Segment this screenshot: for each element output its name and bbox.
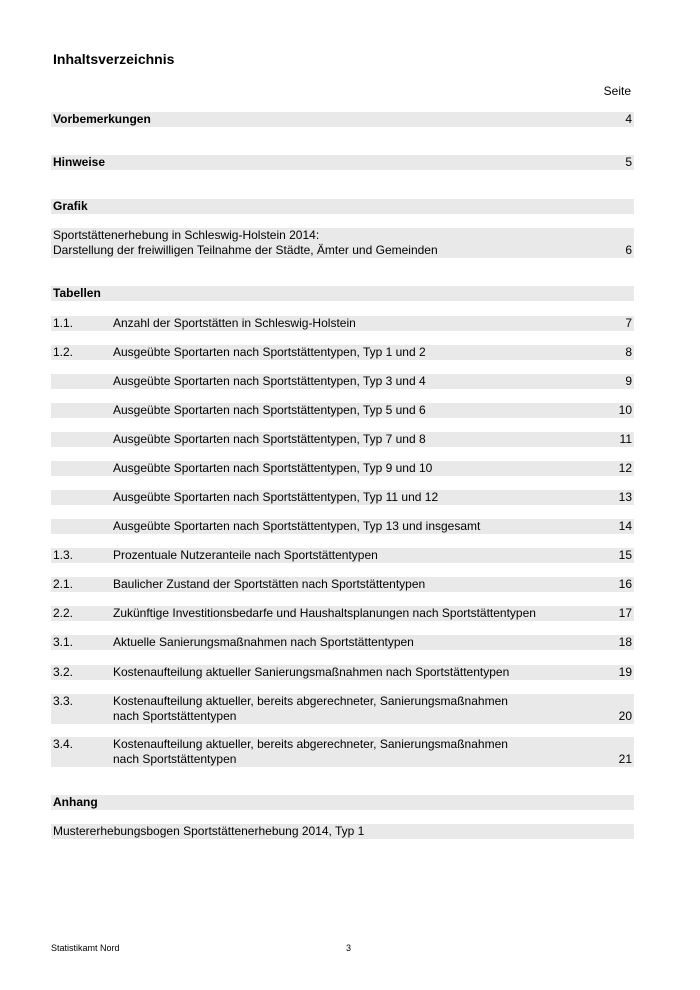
entry-text: Mustererhebungsbogen Sportstättenerhebung 2014, Typ 1: [53, 824, 365, 838]
page-ref: 17: [618, 606, 632, 620]
entry-text: Baulicher Zustand der Sportstätten nach Sportstättentypen: [113, 577, 426, 591]
entry-line-1: Sportstättenerhebung in Schleswig-Holstein 2014:: [53, 228, 320, 242]
toc-entry-anhang[interactable]: [51, 824, 634, 839]
toc-table-entry[interactable]: [51, 403, 634, 418]
page-ref: 19: [618, 665, 632, 679]
toc-entry-grafik[interactable]: [51, 228, 634, 258]
page-ref: 12: [618, 461, 632, 475]
page-title: Inhaltsverzeichnis: [53, 51, 175, 67]
entry-text: Aktuelle Sanierungsmaßnahmen nach Sportstättentypen: [113, 635, 414, 649]
toc-table-entry[interactable]: [51, 432, 634, 447]
page-ref: 20: [618, 709, 632, 723]
entry-line-1: Kostenaufteilung aktueller, bereits abgerechneter, Sanierungsmaßnahmen: [113, 694, 508, 708]
toc-section-hinweise[interactable]: [51, 155, 634, 170]
entry-number: 3.2.: [53, 665, 74, 679]
toc-table-entry[interactable]: [51, 374, 634, 389]
toc-table-entry[interactable]: [51, 635, 634, 650]
toc-table-entry[interactable]: [51, 548, 634, 563]
entry-number: 1.1.: [53, 316, 74, 330]
page-ref: 5: [625, 155, 632, 169]
entry-line-1: Kostenaufteilung aktueller, bereits abgerechneter, Sanierungsmaßnahmen: [113, 737, 508, 751]
page-ref: 16: [618, 577, 632, 591]
entry-text: [113, 694, 508, 724]
page-ref: 6: [625, 243, 632, 257]
entry-text: [53, 228, 438, 258]
entry-number: 1.2.: [53, 345, 74, 359]
page-column-header: Seite: [603, 84, 631, 98]
section-label: Grafik: [53, 199, 88, 213]
entry-text: Ausgeübte Sportarten nach Sportstättentypen, Typ 9 und 10: [113, 461, 433, 475]
page-ref: 14: [618, 519, 632, 533]
entry-line-2: nach Sportstättentypen: [113, 752, 237, 766]
page-ref: 11: [619, 432, 632, 446]
entry-number: 2.2.: [53, 606, 74, 620]
entry-text: Ausgeübte Sportarten nach Sportstättentypen, Typ 11 und 12: [113, 490, 439, 504]
entry-text: Prozentuale Nutzeranteile nach Sportstättentypen: [113, 548, 378, 562]
toc-section-grafik: [51, 199, 634, 214]
toc-section-tabellen: [51, 286, 634, 301]
entry-number: 3.4.: [53, 737, 74, 751]
section-label: Anhang: [53, 795, 98, 809]
page-ref: 4: [625, 112, 632, 126]
entry-text: Ausgeübte Sportarten nach Sportstättentypen, Typ 7 und 8: [113, 432, 426, 446]
toc-table-entry[interactable]: [51, 519, 634, 534]
page-ref: 8: [625, 345, 632, 359]
entry-text: Ausgeübte Sportarten nach Sportstättentypen, Typ 13 und insgesamt: [113, 519, 481, 533]
entry-text: Ausgeübte Sportarten nach Sportstättentypen, Typ 5 und 6: [113, 403, 426, 417]
toc-section-vorbemerkungen[interactable]: [51, 112, 634, 127]
toc-table-entry[interactable]: [51, 737, 634, 767]
page-ref: 21: [618, 752, 632, 766]
section-label: Tabellen: [53, 286, 101, 300]
entry-line-2: nach Sportstättentypen: [113, 709, 237, 723]
entry-line-2: Darstellung der freiwilligen Teilnahme der Städte, Ämter und Gemeinden: [53, 243, 438, 257]
toc-table-entry[interactable]: [51, 316, 634, 331]
entry-text: Kostenaufteilung aktueller Sanierungsmaßnahmen nach Sportstättentypen: [113, 665, 510, 679]
toc-table-entry[interactable]: [51, 345, 634, 360]
entry-text: Ausgeübte Sportarten nach Sportstättentypen, Typ 3 und 4: [113, 374, 426, 388]
page-ref: 7: [625, 316, 632, 330]
section-label: Hinweise: [53, 155, 106, 169]
entry-number: 3.3.: [53, 694, 74, 708]
toc-section-anhang: [51, 795, 634, 810]
page-ref: 10: [618, 403, 632, 417]
entry-text: Anzahl der Sportstätten in Schleswig-Holstein: [113, 316, 356, 330]
page-ref: 13: [618, 490, 632, 504]
page-ref: 15: [618, 548, 632, 562]
toc-table-entry[interactable]: [51, 606, 634, 621]
entry-text: Zukünftige Investitionsbedarfe und Haushaltsplanungen nach Sportstättentypen: [113, 606, 536, 620]
entry-number: 1.3.: [53, 548, 74, 562]
entry-text: [113, 737, 508, 767]
entry-number: 3.1.: [53, 635, 74, 649]
page-ref: 9: [625, 374, 632, 388]
toc-table-entry[interactable]: [51, 694, 634, 724]
toc-table-entry[interactable]: [51, 577, 634, 592]
toc-table-entry[interactable]: [51, 490, 634, 505]
footer-page-number: 3: [346, 943, 352, 953]
page-ref: 18: [618, 635, 632, 649]
entry-number: 2.1.: [53, 577, 74, 591]
entry-text: Ausgeübte Sportarten nach Sportstättentypen, Typ 1 und 2: [113, 345, 426, 359]
section-label: Vorbemerkungen: [53, 112, 151, 126]
toc-table-entry[interactable]: [51, 461, 634, 476]
toc-table-entry[interactable]: [51, 665, 634, 680]
footer-publisher: Statistikamt Nord: [51, 943, 120, 953]
